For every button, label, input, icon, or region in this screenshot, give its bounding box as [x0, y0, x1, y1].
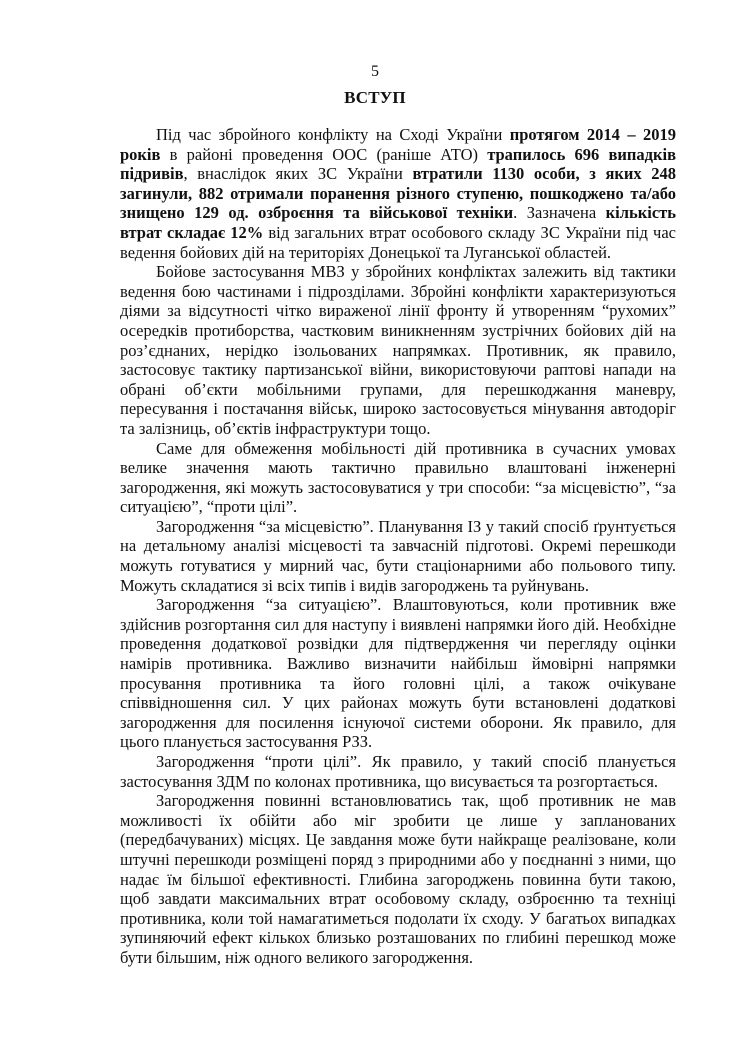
page-number: 5 — [371, 63, 379, 80]
paragraph-1 — [120, 125, 676, 262]
bold-text-run: протягом 2014 – 2019 років — [120, 125, 676, 164]
paragraph-5 — [120, 595, 676, 752]
section-title: ВСТУП — [344, 88, 406, 107]
text-run: в районі проведення ООС (раніше АТО) — [160, 144, 488, 164]
body-text — [120, 125, 676, 968]
paragraph-6 — [120, 752, 676, 791]
text-run: , внаслідок яких ЗС України — [183, 164, 413, 184]
text-run: Бойове застосування МВЗ у збройних конфліктах залежить від тактики ведення бою частинами і підрозділами. Збройні конфлікти характеризуються діями за відсутності чітко вираженої лінії фронту й утворенням “рухомих” осередків протиборства, частковим виникненням зустрічних бойових дій на роз’єднаних, нерідко ізольованих напрямках. Противник, як правило, застосовує тактику партизанської війни, використовуючи раптові напади на обрані об’єкти мобільними групами, для перешкоджання маневру, пересування і постачання військ, широко застосовується мінування автодоріг та залізниць, об’єктів інфраструктури тощо. — [120, 262, 676, 438]
text-run: Саме для обмеження мобільності дій противника в сучасних умовах велике значення мають тактично правильно влаштовані інженерні загородження, які можуть застосовуватися у три способи: “за місцевістю”, “за ситуацією”, “проти цілі”. — [120, 438, 676, 517]
text-run: Загородження “за місцевістю”. Планування ІЗ у такий спосіб ґрунтується на детальному аналізі місцевості та завчасній підготові. Окремі перешкоди можуть готуватися у мирний час, бути стаціонарними або польового типу. Можуть складатися зі всіх типів і видів загороджень та руйнувань. — [120, 516, 676, 595]
bold-text-run: втратили 1130 особи, з яких 248 загинули, 882 отримали поранення різного ступеню, пошкоджено та/або знищено 129 од. озброєння та військової техніки — [120, 164, 676, 223]
bold-text-run: кількість втрат складає 12% — [120, 203, 676, 242]
text-run: Загородження “за ситуацією”. Влаштовуються, коли противник вже здійснив розгортання сил для наступу і виявлені напрямки його дій. Необхідне проведення додаткової розвідки для підтвердження чи перегляду оцінки намірів противника. Важливо визначити найбільш ймовірні напрямки просування противника та його головні цілі, а також очікуване співвідношення сил. У цих районах можуть бути встановлені додаткові загородження для посилення існуючої системи оборони. Як правило, для цього планується застосування РЗЗ. — [120, 595, 676, 752]
text-run: Під час збройного конфлікту на Сході України — [156, 125, 510, 144]
text-run: Загородження повинні встановлюватись так, щоб противник не мав можливості їх обійти або міг зробити це лише у запланованих (передбачуваних) місцях. Це завдання може бути найкраще реалізоване, коли штучні перешкоди розміщені поряд з природними або у поєднанні з ними, що надає їм більшої ефективності. Глибина загороджень повинна бути такою, щоб завдати максимальних втрат особовому складу, озброєнню та техніці противника, коли той намагатиметься подолати їх сходу. У багатьох випадках зупиняючий ефект кількох близько розташованих по глибині перешкод може бути більшим, ніж одного великого загородження. — [120, 791, 676, 967]
text-run: . Зазначена — [513, 203, 606, 223]
paragraph-7 — [120, 791, 676, 967]
paragraph-4 — [120, 517, 676, 595]
paragraph-2 — [120, 262, 676, 438]
paragraph-3 — [120, 439, 676, 517]
text-run: від загальних втрат особового складу ЗС України під час ведення бойових дій на територіях Донецької та Луганської областей. — [120, 222, 676, 262]
text-run: Загородження “проти цілі”. Як правило, у такий спосіб планується застосування ЗДМ по колонах противника, що висувається та розгортається. — [120, 752, 676, 791]
bold-text-run: трапилось 696 випадків підривів — [120, 144, 676, 184]
